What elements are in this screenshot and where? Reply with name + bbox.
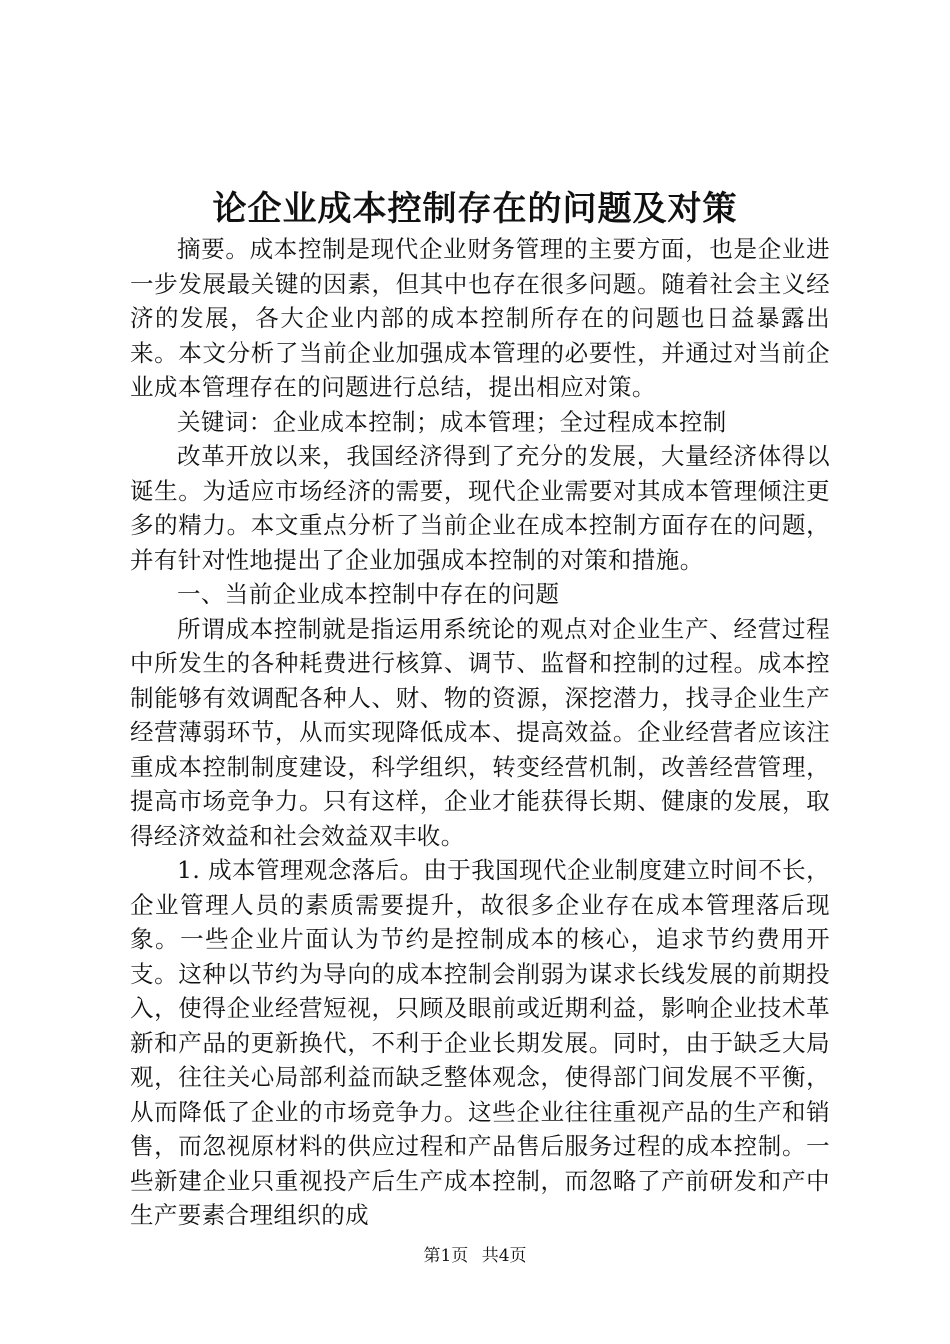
page-footer	[0, 1244, 950, 1268]
page-total: 共4页	[481, 1246, 527, 1266]
intro-paragraph: 改革开放以来，我国经济得到了充分的发展，大量经济体得以诞生。为适应市场经济的需要，现代企业需要对其成本管理倾注更多的精力。本文重点分析了当前企业在成本控制方面存在的问题，并有针对性地提出了企业加强成本控制的对策和措施。	[130, 442, 830, 574]
abstract-paragraph: 摘要。成本控制是现代企业财务管理的主要方面，也是企业进一步发展最关键的因素，但其中也存在很多问题。随着社会主义经济的发展，各大企业内部的成本控制所存在的问题也日益暴露出来。本文分析了当前企业加强成本管理的必要性，并通过对当前企业成本管理存在的问题进行总结，提出相应对策。	[130, 235, 830, 401]
section-paragraph-point-1: 1. 成本管理观念落后。由于我国现代企业制度建立时间不长，企业管理人员的素质需要提升，故很多企业存在成本管理落后现象。一些企业片面认为节约是控制成本的核心，追求节约费用开支。这种以节约为导向的成本控制会削弱为谋求长线发展的前期投入，使得企业经营短视，只顾及眼前或近期利益，影响企业技术革新和产品的更新换代，不利于企业长期发展。同时，由于缺乏大局观，往往关心局部利益而缺乏整体观念，使得部门间发展不平衡，从而降低了企业的市场竞争力。这些企业往往重视产品的生产和销售，而忽视原材料的供应过程和产品售后服务过程的成本控制。一些新建企业只重视投产后生产成本控制，而忽略了产前研发和产中生产要素合理组织的成	[130, 856, 830, 1229]
section-heading: 一、当前企业成本控制中存在的问题	[177, 580, 560, 608]
section-paragraph-definition: 所谓成本控制就是指运用系统论的观点对企业生产、经营过程中所发生的各种耗费进行核算、调节、监督和控制的过程。成本控制能够有效调配各种人、财、物的资源，深挖潜力，找寻企业生产经营薄弱环节，从而实现降低成本、提高效益。企业经营者应该注重成本控制制度建设，科学组织，转变经营机制，改善经营管理，提高市场竞争力。只有这样，企业才能获得长期、健康的发展，取得经济效益和社会效益双丰收。	[130, 614, 830, 850]
document-body	[130, 232, 830, 1233]
document-title: 论企业成本控制存在的问题及对策	[212, 189, 738, 229]
page-number: 第1页	[423, 1246, 469, 1266]
keywords-line: 关键词：企业成本控制；成本管理；全过程成本控制	[177, 407, 727, 436]
